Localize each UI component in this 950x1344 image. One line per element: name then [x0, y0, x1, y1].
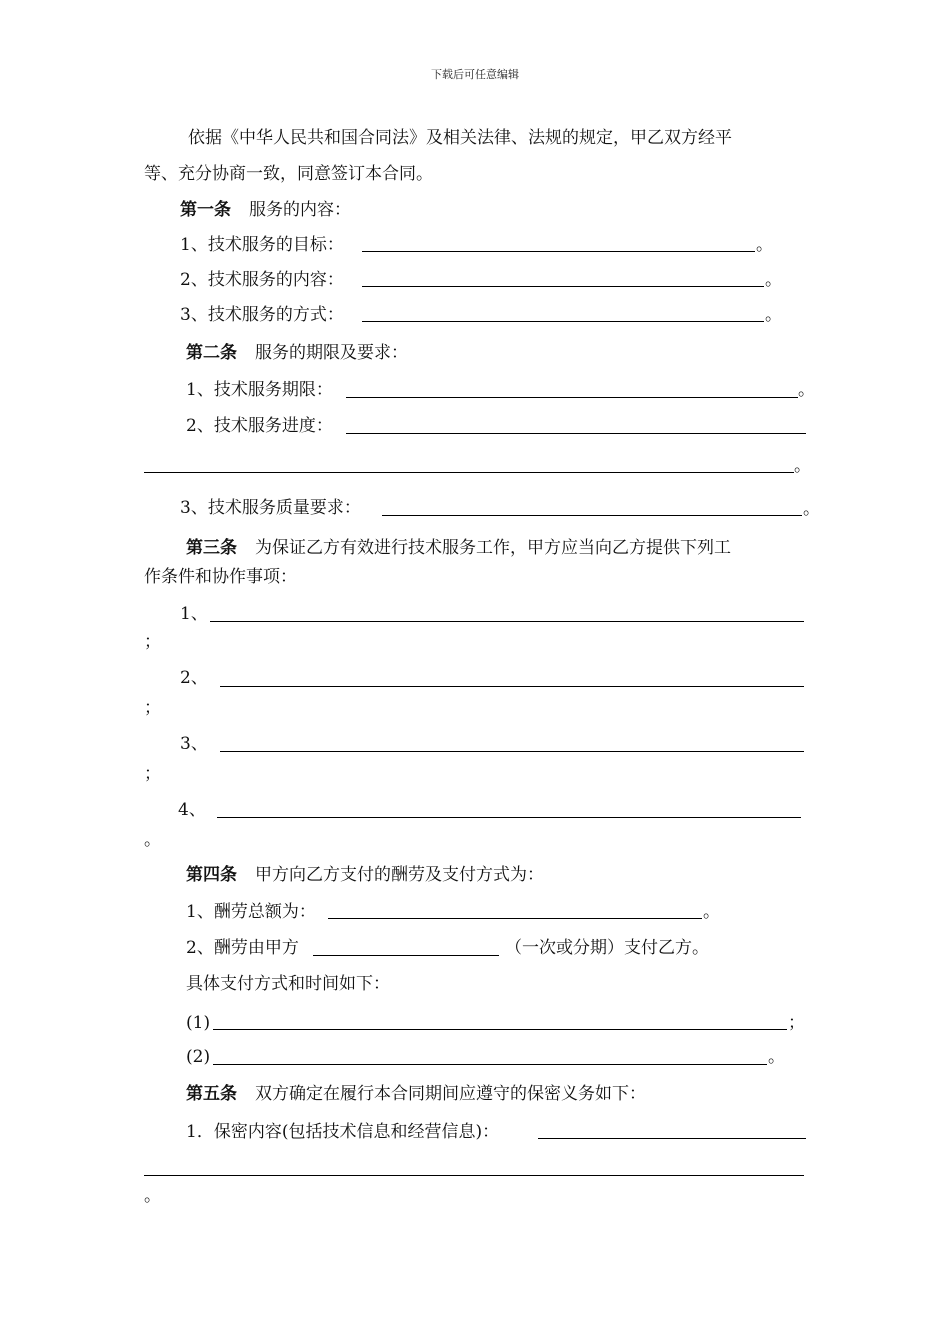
- art5-item1-blank[interactable]: [538, 1138, 806, 1139]
- article-2-heading: [186, 343, 408, 363]
- art3-item4-blank[interactable]: [217, 817, 801, 818]
- article-5-heading: [186, 1084, 646, 1104]
- art2-item2-period: 。: [794, 456, 811, 476]
- article-1-label: 第一条: [180, 200, 231, 220]
- art4-item1-blank[interactable]: [328, 918, 702, 919]
- page-header: 下载后可任意编辑: [431, 68, 519, 81]
- article-4-title: 甲方向乙方支付的酬劳及支付方式为：: [255, 865, 544, 885]
- art4-item1-label: 1、酬劳总额为：: [186, 902, 316, 922]
- art4-item1-period: 。: [703, 902, 720, 922]
- art3-item2-blank[interactable]: [220, 686, 804, 687]
- article-3-title-cont: 作条件和协作事项：: [144, 567, 297, 587]
- article-2-label: 第二条: [186, 343, 237, 363]
- art5-item1-blank-cont[interactable]: [144, 1175, 804, 1176]
- art1-item3-label: 3、技术服务的方式：: [180, 305, 344, 325]
- art4-detail: 具体支付方式和时间如下：: [186, 974, 390, 994]
- art3-item3-blank[interactable]: [220, 751, 804, 752]
- article-5-title: 双方确定在履行本合同期间应遵守的保密义务如下：: [255, 1084, 646, 1104]
- art3-item1-semicolon: ；: [144, 632, 161, 652]
- article-5-label: 第五条: [186, 1084, 237, 1104]
- art2-item3-period: 。: [803, 499, 820, 519]
- art1-item2-blank[interactable]: [362, 286, 764, 287]
- art1-item2-period: 。: [765, 270, 782, 290]
- art4-item2-blank[interactable]: [313, 955, 499, 956]
- art4-p2-blank[interactable]: [213, 1064, 767, 1065]
- intro-line-2: 等、充分协商一致，同意签订本合同。: [144, 164, 433, 184]
- art5-item1-label: 1．保密内容(包括技术信息和经营信息)：: [186, 1122, 500, 1142]
- art3-item3-semicolon: ；: [144, 764, 161, 784]
- art2-item1-label: 1、技术服务期限：: [186, 380, 333, 400]
- art4-p1-label: (1): [186, 1013, 211, 1033]
- art1-item1-period: 。: [756, 235, 773, 255]
- art2-item1-period: 。: [798, 380, 815, 400]
- art2-item2-blank[interactable]: [346, 433, 806, 434]
- article-1-title: 服务的内容：: [249, 200, 351, 220]
- article-4-label: 第四条: [186, 865, 237, 885]
- art3-item2-number: 2、: [180, 668, 208, 688]
- art4-item2-post: （一次或分期）支付乙方。: [505, 938, 709, 958]
- article-2-title: 服务的期限及要求：: [255, 343, 408, 363]
- intro-line-1: 依据《中华人民共和国合同法》及相关法律、法规的规定，甲乙双方经平: [188, 128, 732, 148]
- art1-item3-period: 。: [765, 305, 782, 325]
- art4-p1-blank[interactable]: [213, 1029, 787, 1030]
- article-3-heading: [186, 538, 731, 558]
- art3-item4-number: 4、: [178, 800, 206, 820]
- art3-item4-period: 。: [144, 830, 161, 850]
- art3-item1-blank[interactable]: [210, 621, 804, 622]
- art4-item2-pre: 2、酬劳由甲方: [186, 938, 299, 958]
- art1-item1-label: 1、技术服务的目标：: [180, 235, 344, 255]
- article-1-heading: [180, 200, 351, 220]
- art4-p2-label: (2): [186, 1047, 211, 1067]
- art2-item2-blank-cont[interactable]: [144, 472, 794, 473]
- art2-item2-label: 2、技术服务进度：: [186, 416, 333, 436]
- art2-item3-label: 3、技术服务质量要求：: [180, 498, 361, 518]
- article-4-heading: [186, 865, 544, 885]
- art1-item3-blank[interactable]: [362, 321, 764, 322]
- article-3-label: 第三条: [186, 538, 237, 558]
- art4-p2-period: 。: [768, 1047, 785, 1067]
- article-3-title: 为保证乙方有效进行技术服务工作，甲方应当向乙方提供下列工: [255, 538, 731, 558]
- art2-item1-blank[interactable]: [346, 397, 798, 398]
- art4-p1-semicolon: ；: [788, 1013, 805, 1033]
- art5-item1-period: 。: [144, 1186, 161, 1206]
- art1-item2-label: 2、技术服务的内容：: [180, 270, 344, 290]
- art1-item1-blank[interactable]: [362, 251, 755, 252]
- art3-item3-number: 3、: [180, 734, 208, 754]
- art3-item1-number: 1、: [180, 604, 208, 624]
- art3-item2-semicolon: ；: [144, 698, 161, 718]
- art2-item3-blank[interactable]: [382, 515, 802, 516]
